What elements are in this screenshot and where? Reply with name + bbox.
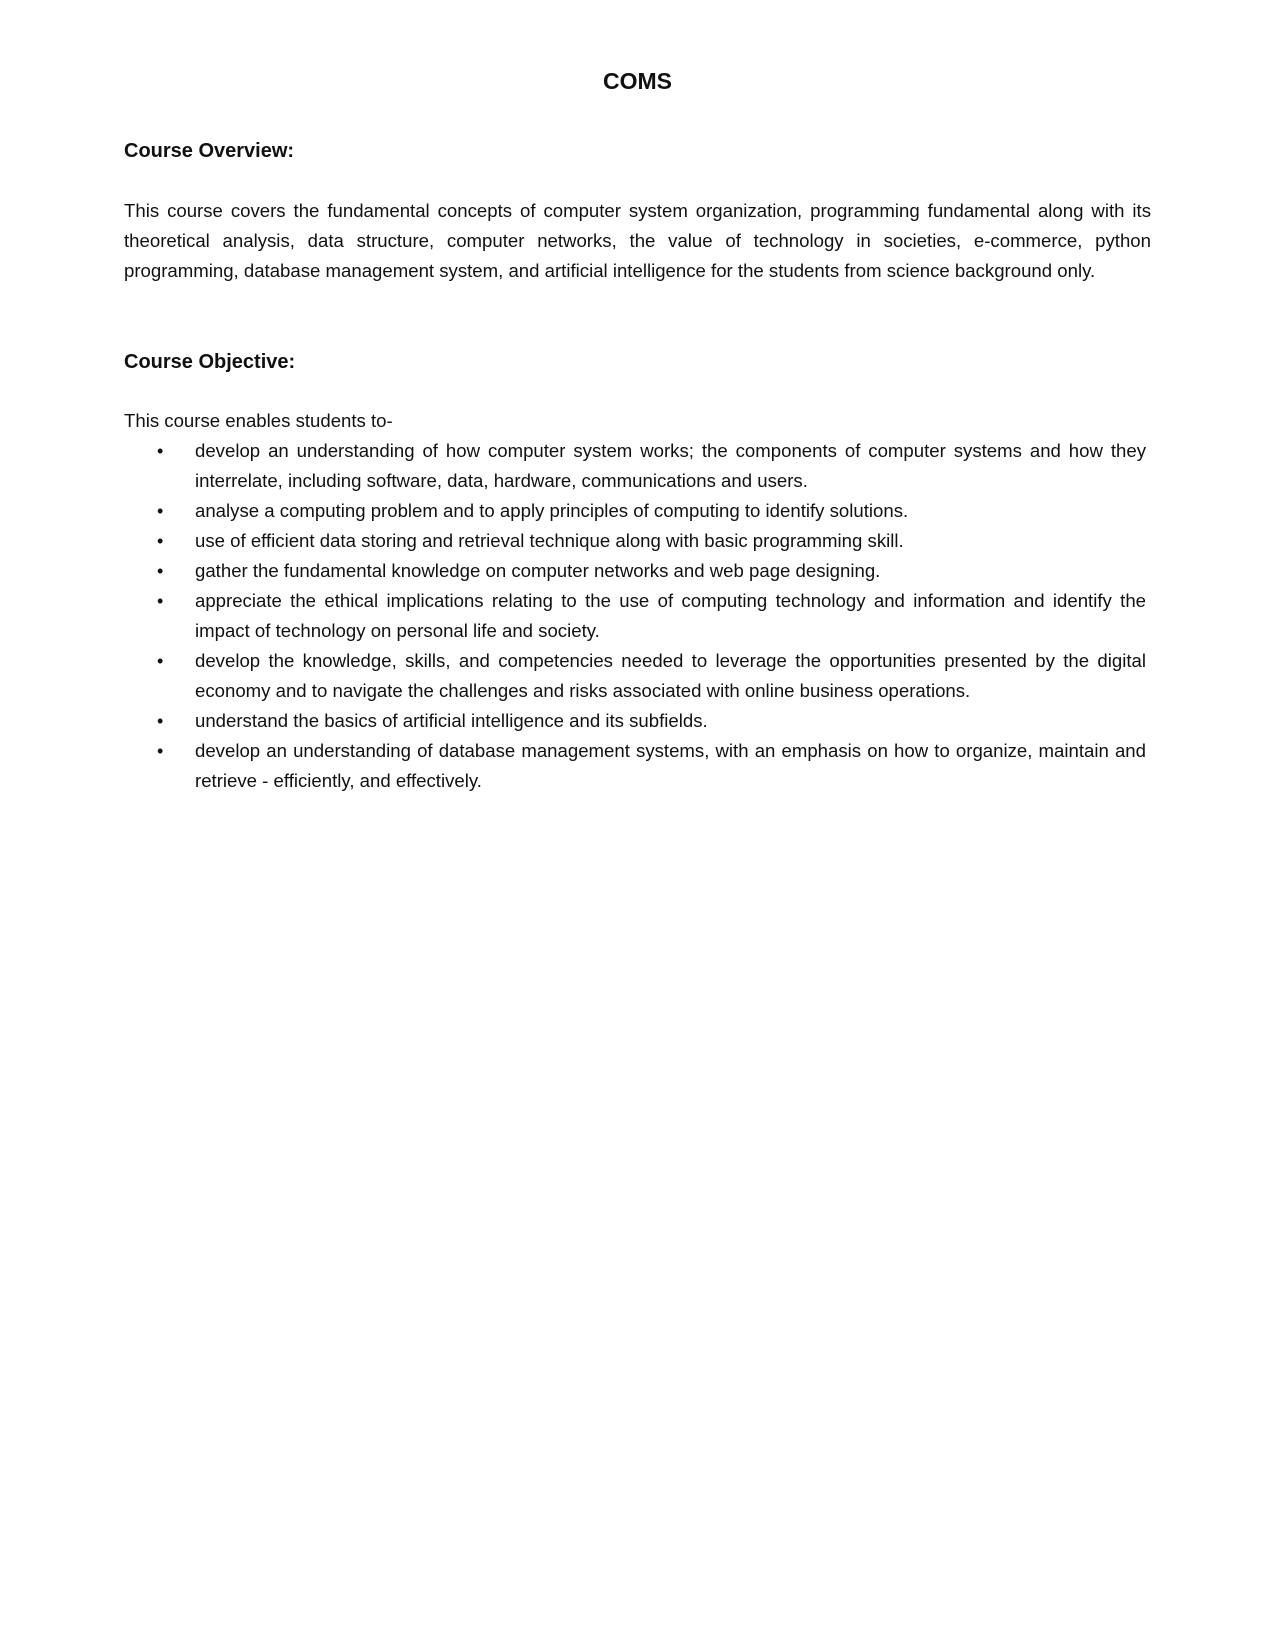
bullet-icon: • (157, 741, 164, 761)
course-overview-heading: Course Overview: (124, 140, 295, 162)
bullet-icon: • (157, 591, 164, 611)
bullet-icon: • (157, 501, 164, 521)
bullet-icon: • (157, 441, 164, 461)
list-item (124, 496, 1146, 526)
objective-text: gather the fundamental knowledge on computer networks and web page designing. (195, 560, 881, 581)
bullet-icon: • (157, 531, 164, 551)
objective-text: use of efficient data storing and retrieval technique along with basic programming skill. (195, 530, 904, 551)
list-item (124, 556, 1146, 586)
objective-text: develop the knowledge, skills, and competencies needed to leverage the opportunities presented by the digital economy and to navigate the challenges and risks associated with online business operations. (195, 650, 1146, 701)
course-objective-intro: This course enables students to- (124, 410, 393, 431)
course-objective-heading: Course Objective: (124, 351, 296, 373)
objective-text: appreciate the ethical implications relating to the use of computing technology and information and identify the impact of technology on personal life and society. (195, 590, 1146, 641)
objective-text: develop an understanding of how computer system works; the components of computer systems and how they interrelate, including software, data, hardware, communications and users. (195, 440, 1146, 491)
list-item (124, 526, 1146, 556)
list-item (124, 706, 1146, 736)
course-overview-text: This course covers the fundamental concepts of computer system organization, programming fundamental along with its theoretical analysis, data structure, computer networks, the value of technology in societies, e-commerce, python programming, database management system, and artificial intelligence for the students from science background only. (124, 200, 1151, 281)
bullet-icon: • (157, 561, 164, 581)
list-item (124, 586, 1146, 646)
page-title: COMS (603, 68, 672, 94)
bullet-icon: • (157, 651, 164, 671)
list-item (124, 736, 1146, 796)
objective-text: analyse a computing problem and to apply principles of computing to identify solutions. (195, 500, 909, 521)
objective-list (124, 436, 1146, 796)
list-item (124, 646, 1146, 706)
objective-text: develop an understanding of database management systems, with an emphasis on how to organize, maintain and retrieve - efficiently, and effectively. (195, 740, 1146, 791)
objective-text: understand the basics of artificial intelligence and its subfields. (195, 710, 708, 731)
bullet-icon: • (157, 711, 164, 731)
list-item (124, 436, 1146, 496)
